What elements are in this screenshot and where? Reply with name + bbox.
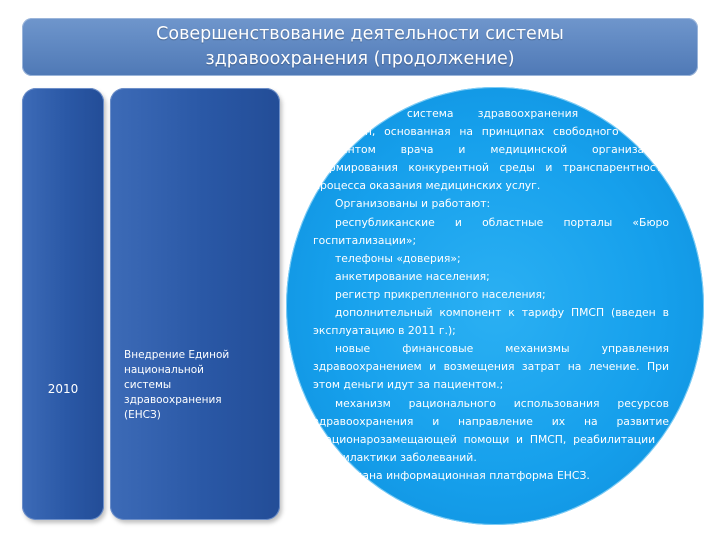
description-line: национальной (124, 364, 205, 376)
year-label: 2010 (47, 382, 79, 396)
year-column (22, 88, 104, 520)
description-column (110, 88, 280, 520)
content-text (313, 105, 669, 485)
description-text (124, 348, 268, 423)
body-paragraph: новые финансовые механизмы управления здравоохранением и возмещения затрат на лечение. При этом деньги идут за пациентом.; (313, 342, 669, 392)
body-paragraph: телефоны «доверия»; (335, 251, 461, 265)
slide-title-bar (22, 18, 698, 76)
body-paragraph: республиканские и областные порталы «Бюро госпитализации»; (313, 215, 669, 247)
body-paragraph: анкетирование населения; (335, 269, 490, 283)
body-paragraph: Создана информационная платформа ЕНСЗ. (335, 468, 590, 482)
body-paragraph: регистр прикрепленного населения; (335, 287, 546, 301)
body-paragraph: Создана система здравоохранения Республики Казахстан, основанная на принципах свободного выбора пациентом врача и медицинской организации, формирования конкурентной среды и транспарентности процесса оказания медицинских услуг. (313, 107, 669, 193)
description-line: здравоохранения (124, 394, 222, 406)
slide-title-line-2: здравоохранения (продолжение) (205, 49, 515, 69)
body-paragraph: дополнительный компонент к тарифу ПМСП (введен в эксплуатацию в 2011 г.); (313, 306, 669, 338)
description-line: (ЕНСЗ) (124, 409, 161, 421)
description-line: системы (124, 379, 172, 391)
description-line: Внедрение Единой (124, 349, 230, 361)
body-paragraph: механизм рационального использования ресурсов здравоохранения и направление их на развитие стационарозамещающей помощи и ПМСП, реабилитации и профилактики заболеваний. (313, 396, 669, 464)
slide-title-line-1: Совершенствование деятельности системы (156, 24, 564, 44)
body-paragraph: Организованы и работают: (335, 197, 491, 211)
